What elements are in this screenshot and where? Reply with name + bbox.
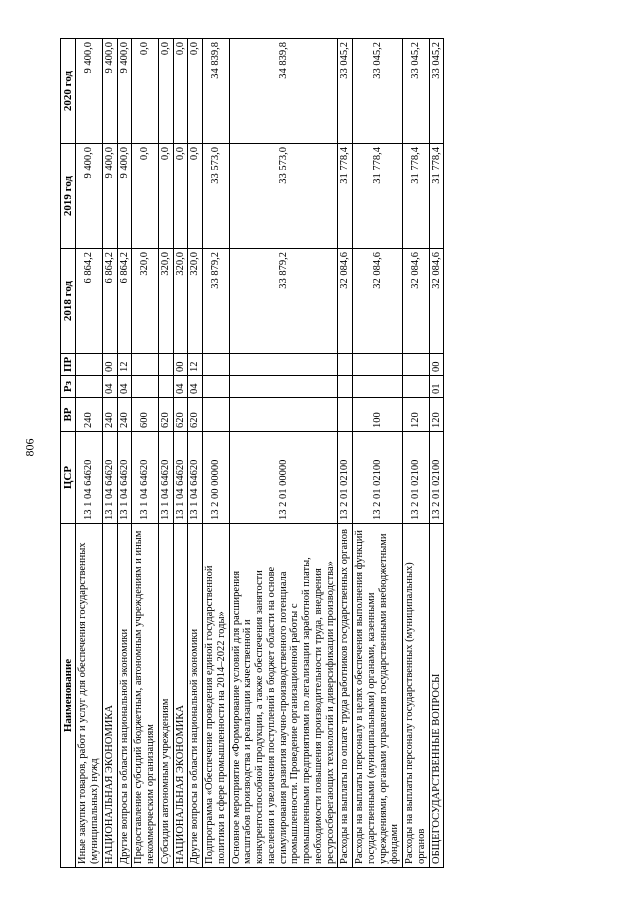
header-name: Наименование xyxy=(61,524,76,868)
table-row xyxy=(403,39,430,868)
cell-rz xyxy=(403,376,430,398)
cell-vr: 600 xyxy=(132,398,159,432)
cell-pr: 12 xyxy=(117,354,132,376)
cell-name: Расходы на выплаты персоналу в целях обеспечения выполнения функций государственными (муниципальными) органами, казенными учреждениями, органами управления государственными внебюджетными фондами xyxy=(353,524,403,868)
cell-pr xyxy=(403,354,430,376)
cell-2020: 33 045,2 xyxy=(403,39,430,144)
cell-csr: 13 1 04 64620 xyxy=(158,432,173,524)
cell-rz: 04 xyxy=(102,376,117,398)
cell-2019: 9 400,0 xyxy=(76,144,103,249)
cell-2019: 0,0 xyxy=(158,144,173,249)
cell-csr: 13 1 04 64620 xyxy=(132,432,159,524)
cell-2020: 9 400,0 xyxy=(117,39,132,144)
cell-2019: 0,0 xyxy=(132,144,159,249)
cell-2018: 32 084,6 xyxy=(429,249,444,354)
cell-2018: 320,0 xyxy=(188,249,203,354)
cell-vr: 100 xyxy=(353,398,403,432)
header-2020: 2020 год xyxy=(61,39,76,144)
cell-2020: 34 839,8 xyxy=(229,39,338,144)
cell-2019: 31 778,4 xyxy=(429,144,444,249)
cell-csr: 13 1 04 64620 xyxy=(173,432,188,524)
cell-2018: 33 879,2 xyxy=(229,249,338,354)
cell-pr: 00 xyxy=(173,354,188,376)
cell-2018: 32 084,6 xyxy=(403,249,430,354)
table-row xyxy=(203,39,230,868)
header-2019: 2019 год xyxy=(61,144,76,249)
cell-rz xyxy=(229,376,338,398)
table-row xyxy=(76,39,103,868)
cell-2018: 6 864,2 xyxy=(117,249,132,354)
cell-2020: 9 400,0 xyxy=(76,39,103,144)
cell-2018: 6 864,2 xyxy=(76,249,103,354)
cell-vr: 620 xyxy=(188,398,203,432)
cell-vr: 620 xyxy=(173,398,188,432)
table-header-row xyxy=(61,39,76,868)
cell-2019: 31 778,4 xyxy=(338,144,353,249)
cell-2018: 320,0 xyxy=(132,249,159,354)
cell-csr: 13 1 04 64620 xyxy=(102,432,117,524)
cell-2020: 0,0 xyxy=(173,39,188,144)
cell-pr xyxy=(203,354,230,376)
table-row xyxy=(353,39,403,868)
page-number: 806 xyxy=(22,438,37,457)
cell-csr: 13 2 01 00000 xyxy=(229,432,338,524)
header-rz: Рз xyxy=(61,376,76,398)
cell-2018: 320,0 xyxy=(158,249,173,354)
cell-name: Иные закупки товаров, работ и услуг для обеспечения государственных (муниципальных) нужд xyxy=(76,524,103,868)
header-csr: ЦСР xyxy=(61,432,76,524)
cell-rz xyxy=(158,376,173,398)
cell-name: Другие вопросы в области национальной экономики xyxy=(188,524,203,868)
cell-name: Предоставление субсидий бюджетным, автономным учреждениям и иным некоммерческим организациям xyxy=(132,524,159,868)
table-row xyxy=(173,39,188,868)
cell-2019: 0,0 xyxy=(188,144,203,249)
cell-vr: 120 xyxy=(429,398,444,432)
cell-name: НАЦИОНАЛЬНАЯ ЭКОНОМИКА xyxy=(173,524,188,868)
cell-name: Расходы на выплаты персоналу государственных (муниципальных) органов xyxy=(403,524,430,868)
cell-2020: 0,0 xyxy=(188,39,203,144)
cell-pr xyxy=(338,354,353,376)
header-pr: ПР xyxy=(61,354,76,376)
cell-rz: 04 xyxy=(117,376,132,398)
cell-csr: 13 2 00 00000 xyxy=(203,432,230,524)
cell-2018: 32 084,6 xyxy=(338,249,353,354)
cell-vr: 240 xyxy=(76,398,103,432)
cell-vr: 620 xyxy=(158,398,173,432)
cell-2019: 33 573,0 xyxy=(229,144,338,249)
cell-name: Подпрограмма «Обеспечение проведения единой государственной политики в сфере промышленности на 2014–2022 годы» xyxy=(203,524,230,868)
cell-2020: 0,0 xyxy=(132,39,159,144)
table-row xyxy=(338,39,353,868)
cell-csr: 13 2 01 02100 xyxy=(403,432,430,524)
header-2018: 2018 год xyxy=(61,249,76,354)
cell-name: НАЦИОНАЛЬНАЯ ЭКОНОМИКА xyxy=(102,524,117,868)
cell-csr: 13 2 01 02100 xyxy=(338,432,353,524)
cell-vr xyxy=(338,398,353,432)
cell-2019: 31 778,4 xyxy=(353,144,403,249)
cell-csr: 13 1 04 64620 xyxy=(188,432,203,524)
cell-vr xyxy=(229,398,338,432)
cell-name: ОБЩЕГОСУДАРСТВЕННЫЕ ВОПРОСЫ xyxy=(429,524,444,868)
table-row xyxy=(229,39,338,868)
cell-csr: 13 1 04 64620 xyxy=(117,432,132,524)
cell-rz: 04 xyxy=(173,376,188,398)
cell-rz xyxy=(353,376,403,398)
cell-2019: 9 400,0 xyxy=(117,144,132,249)
cell-vr: 240 xyxy=(102,398,117,432)
cell-2018: 32 084,6 xyxy=(353,249,403,354)
cell-pr: 00 xyxy=(429,354,444,376)
cell-vr: 120 xyxy=(403,398,430,432)
cell-2019: 31 778,4 xyxy=(403,144,430,249)
table-row xyxy=(102,39,117,868)
cell-rz xyxy=(132,376,159,398)
cell-pr: 00 xyxy=(102,354,117,376)
table-row xyxy=(132,39,159,868)
cell-pr xyxy=(132,354,159,376)
cell-name: Другие вопросы в области национальной экономики xyxy=(117,524,132,868)
table-row xyxy=(158,39,173,868)
header-vr: ВР xyxy=(61,398,76,432)
table-row xyxy=(429,39,444,868)
table-body xyxy=(76,39,444,868)
cell-2020: 9 400,0 xyxy=(102,39,117,144)
cell-name: Расходы на выплаты по оплате труда работников государственных органов xyxy=(338,524,353,868)
cell-2019: 0,0 xyxy=(173,144,188,249)
cell-2018: 320,0 xyxy=(173,249,188,354)
cell-pr: 12 xyxy=(188,354,203,376)
cell-csr: 13 1 04 64620 xyxy=(76,432,103,524)
cell-2020: 33 045,2 xyxy=(429,39,444,144)
table-row xyxy=(117,39,132,868)
cell-2020: 33 045,2 xyxy=(338,39,353,144)
cell-pr xyxy=(76,354,103,376)
cell-2020: 0,0 xyxy=(158,39,173,144)
cell-csr: 13 2 01 02100 xyxy=(353,432,403,524)
cell-vr xyxy=(203,398,230,432)
cell-name: Основное мероприятие «Формирование условий для расширения масштабов производства и реализации качественной и конкурентоспособной продукции, а также обеспечения занятости населения и увеличения поступлений в бюджет области на основе стимулирования развития научно-производственного потенциала промышленности. Проведение организационной работы с промышленными предприятиями по легализации заработной платы, необходимости повышения производительности труда, внедрения ресурсосберегающих технологий и диверсификации производства» xyxy=(229,524,338,868)
budget-table xyxy=(60,38,444,868)
cell-2020: 33 045,2 xyxy=(353,39,403,144)
cell-rz xyxy=(76,376,103,398)
cell-rz: 04 xyxy=(188,376,203,398)
rotated-table-container xyxy=(60,38,600,868)
cell-pr xyxy=(353,354,403,376)
cell-rz xyxy=(203,376,230,398)
cell-2020: 34 839,8 xyxy=(203,39,230,144)
cell-rz: 01 xyxy=(429,376,444,398)
cell-rz xyxy=(338,376,353,398)
table-row xyxy=(188,39,203,868)
cell-2018: 6 864,2 xyxy=(102,249,117,354)
cell-pr xyxy=(158,354,173,376)
cell-pr xyxy=(229,354,338,376)
cell-2019: 33 573,0 xyxy=(203,144,230,249)
cell-vr: 240 xyxy=(117,398,132,432)
cell-csr: 13 2 01 02100 xyxy=(429,432,444,524)
cell-2019: 9 400,0 xyxy=(102,144,117,249)
cell-2018: 33 879,2 xyxy=(203,249,230,354)
cell-name: Субсидии автономным учреждениям xyxy=(158,524,173,868)
